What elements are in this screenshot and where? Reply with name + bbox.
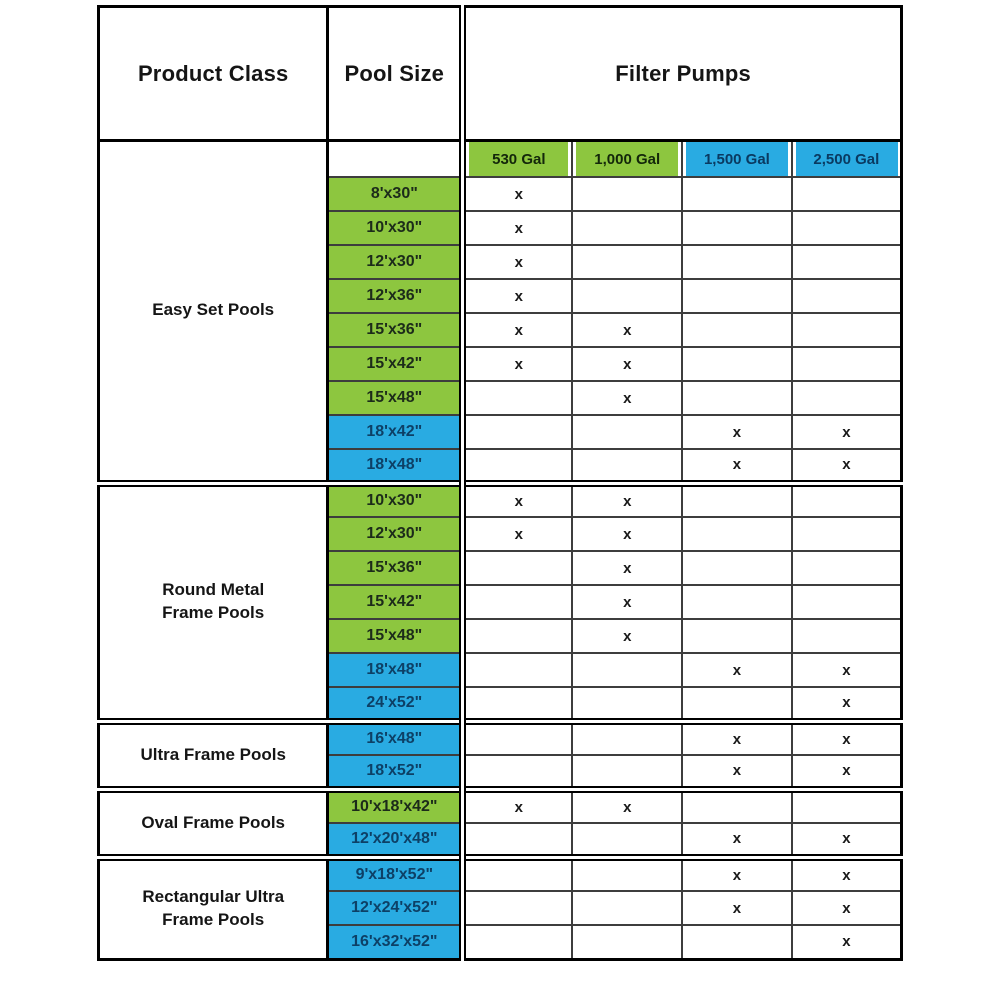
pump-cell	[572, 279, 682, 313]
pump-cell	[572, 245, 682, 279]
table-row	[99, 857, 902, 891]
pool-size-header: Pool Size	[328, 7, 463, 141]
pump-cell	[682, 245, 792, 279]
pump-cell: x	[682, 415, 792, 449]
pump-cell	[572, 925, 682, 959]
table-row	[99, 721, 902, 755]
pool-size-cell: 15'x36"	[328, 313, 463, 347]
pool-size-cell: 24'x52"	[328, 687, 463, 721]
pump-cell	[572, 653, 682, 687]
pump-cell	[792, 177, 902, 211]
section-label: Ultra Frame Pools	[140, 744, 286, 764]
pump-cell: x	[463, 313, 573, 347]
pump-cell: x	[792, 449, 902, 483]
section-label-cell	[99, 141, 328, 484]
pump-column-header: 530 Gal	[463, 141, 573, 178]
pump-cell: x	[572, 585, 682, 619]
table-row	[99, 483, 902, 517]
pool-size-cell: 12'x20'x48"	[328, 823, 463, 857]
pump-column-header: 2,500 Gal	[792, 141, 902, 178]
compatibility-table	[97, 5, 903, 961]
pump-cell: x	[572, 381, 682, 415]
pump-cell	[792, 211, 902, 245]
pump-cell	[463, 755, 573, 789]
pump-cell: x	[463, 279, 573, 313]
main-header-row	[99, 7, 902, 141]
pump-cell	[572, 891, 682, 925]
section-label-cell	[99, 721, 328, 789]
pool-size-cell: 12'x30"	[328, 517, 463, 551]
pump-cell	[682, 789, 792, 823]
pump-cell	[463, 551, 573, 585]
filter-pumps-header: Filter Pumps	[463, 7, 902, 141]
pool-size-cell: 18'x48"	[328, 653, 463, 687]
pump-cell	[792, 483, 902, 517]
pump-cell	[792, 789, 902, 823]
pump-cell: x	[682, 653, 792, 687]
pump-cell	[463, 823, 573, 857]
pool-size-cell: 12'x24'x52"	[328, 891, 463, 925]
pump-cell	[682, 619, 792, 653]
pump-column-header: 1,000 Gal	[572, 141, 682, 178]
pump-cell	[463, 619, 573, 653]
pump-cell	[572, 687, 682, 721]
pool-size-cell: 10'x18'x42"	[328, 789, 463, 823]
pump-cell: x	[572, 483, 682, 517]
table-row	[99, 789, 902, 823]
pump-cell: x	[792, 925, 902, 959]
pump-cell: x	[463, 245, 573, 279]
pump-cell	[572, 211, 682, 245]
pool-size-cell: 12'x36"	[328, 279, 463, 313]
pump-cell: x	[792, 653, 902, 687]
pump-cell	[463, 381, 573, 415]
pump-cell: x	[682, 891, 792, 925]
pump-cell	[792, 585, 902, 619]
pump-cell	[572, 415, 682, 449]
pump-cell	[572, 177, 682, 211]
pump-cell	[792, 245, 902, 279]
pump-cell: x	[792, 687, 902, 721]
pump-cell: x	[463, 211, 573, 245]
pump-cell	[682, 347, 792, 381]
pump-cell	[572, 449, 682, 483]
pump-cell	[792, 551, 902, 585]
pump-cell	[682, 551, 792, 585]
pump-cell	[682, 381, 792, 415]
pump-cell	[463, 891, 573, 925]
pump-cell: x	[682, 755, 792, 789]
pump-cell	[463, 721, 573, 755]
pump-cell	[463, 585, 573, 619]
pump-cell: x	[463, 347, 573, 381]
pump-cell	[792, 517, 902, 551]
pump-cell: x	[682, 449, 792, 483]
pool-size-cell: 15'x36"	[328, 551, 463, 585]
pump-cell	[463, 653, 573, 687]
empty-pool-size-cell	[328, 141, 463, 178]
pump-cell	[792, 347, 902, 381]
pump-cell: x	[792, 891, 902, 925]
pump-cell: x	[792, 857, 902, 891]
pump-cell	[682, 483, 792, 517]
pump-cell	[572, 857, 682, 891]
pump-cell	[792, 279, 902, 313]
pool-size-cell: 16'x32'x52"	[328, 925, 463, 959]
pool-size-cell: 10'x30"	[328, 483, 463, 517]
pump-cell: x	[572, 347, 682, 381]
pump-header-row	[99, 141, 902, 178]
pump-cell	[682, 517, 792, 551]
pump-column-header: 1,500 Gal	[682, 141, 792, 178]
section-label-cell	[99, 857, 328, 959]
pump-cell: x	[682, 721, 792, 755]
pool-size-cell: 18'x52"	[328, 755, 463, 789]
pump-cell: x	[572, 551, 682, 585]
pump-cell: x	[463, 789, 573, 823]
pump-cell: x	[682, 823, 792, 857]
section-label-cell	[99, 789, 328, 857]
pool-size-cell: 18'x48"	[328, 449, 463, 483]
pool-size-cell: 15'x48"	[328, 619, 463, 653]
pump-cell	[572, 721, 682, 755]
pump-cell	[463, 415, 573, 449]
pump-cell	[682, 177, 792, 211]
pump-cell: x	[792, 755, 902, 789]
pool-size-cell: 15'x48"	[328, 381, 463, 415]
pump-cell: x	[572, 517, 682, 551]
pump-cell	[463, 449, 573, 483]
pump-cell	[682, 313, 792, 347]
pump-cell: x	[572, 789, 682, 823]
pump-cell: x	[463, 517, 573, 551]
pump-cell: x	[572, 619, 682, 653]
section-label: Round Metal Frame Pools	[162, 580, 265, 622]
pool-size-cell: 9'x18'x52"	[328, 857, 463, 891]
pump-cell: x	[463, 483, 573, 517]
pump-cell	[682, 687, 792, 721]
pump-cell	[463, 857, 573, 891]
pump-cell: x	[572, 313, 682, 347]
pump-cell: x	[682, 857, 792, 891]
product-class-header: Product Class	[99, 7, 328, 141]
pool-size-cell: 15'x42"	[328, 347, 463, 381]
pump-cell	[792, 381, 902, 415]
pool-size-cell: 18'x42"	[328, 415, 463, 449]
pool-size-cell: 12'x30"	[328, 245, 463, 279]
pool-size-cell: 8'x30"	[328, 177, 463, 211]
section-label: Oval Frame Pools	[141, 812, 286, 832]
pump-cell: x	[792, 823, 902, 857]
pump-cell	[463, 687, 573, 721]
pool-size-cell: 15'x42"	[328, 585, 463, 619]
pool-size-cell: 10'x30"	[328, 211, 463, 245]
pump-cell	[572, 755, 682, 789]
pump-cell: x	[792, 721, 902, 755]
pump-cell	[463, 925, 573, 959]
section-label: Easy Set Pools	[152, 300, 275, 320]
pump-cell	[792, 313, 902, 347]
pump-cell: x	[792, 415, 902, 449]
section-label: Rectangular Ultra Frame Pools	[142, 887, 285, 929]
pump-cell	[682, 925, 792, 959]
pump-cell	[682, 279, 792, 313]
pump-cell	[572, 823, 682, 857]
pump-cell	[682, 585, 792, 619]
pump-cell	[682, 211, 792, 245]
pump-cell: x	[463, 177, 573, 211]
pump-cell	[792, 619, 902, 653]
pool-size-cell: 16'x48"	[328, 721, 463, 755]
section-label-cell	[99, 483, 328, 721]
